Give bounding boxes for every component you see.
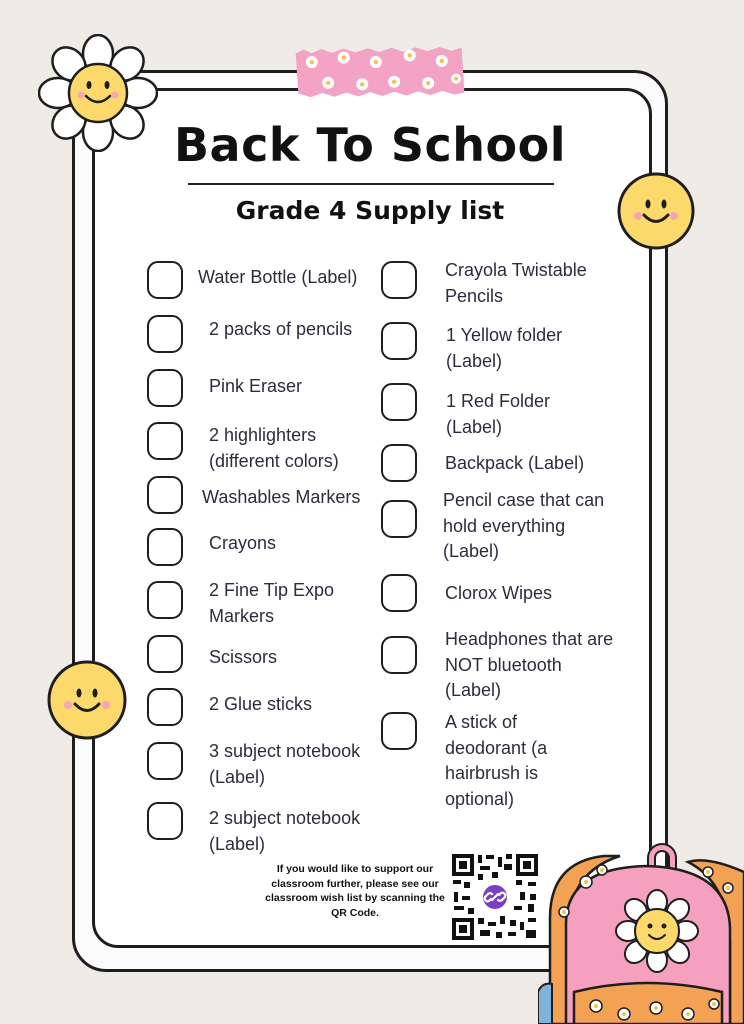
checkbox[interactable] (381, 636, 417, 674)
checklist-item[interactable] (147, 261, 183, 299)
item-label: Scissors (209, 647, 278, 667)
item-label: 1 Yellow folder (Label) (446, 325, 563, 371)
title-divider (188, 183, 554, 185)
checklist-item[interactable] (147, 635, 183, 673)
item-label: Washables Markers (202, 487, 361, 507)
checkbox[interactable] (147, 742, 183, 780)
checklist-item[interactable] (147, 581, 183, 619)
checkbox[interactable] (147, 688, 183, 726)
checklist-item[interactable] (381, 261, 417, 299)
backpack-illustration (538, 842, 744, 1024)
checklist-item[interactable] (381, 444, 417, 482)
checklist-item[interactable] (147, 422, 183, 460)
flower-smiley-icon (38, 34, 158, 152)
item-label: Water Bottle (Label) (198, 267, 358, 287)
checklist-item[interactable] (381, 636, 417, 674)
checkbox[interactable] (147, 635, 183, 673)
checklist-item[interactable] (381, 500, 417, 538)
checklist-item[interactable] (147, 315, 183, 353)
checkbox[interactable] (147, 422, 183, 460)
item-label: 2 Glue sticks (209, 694, 313, 714)
item-label: 2 packs of pencils (209, 319, 353, 339)
item-label: 2 subject notebook (Label) (209, 808, 361, 854)
checkbox[interactable] (381, 574, 417, 612)
washi-tape-decoration (292, 44, 467, 99)
checkbox[interactable] (381, 500, 417, 538)
checkbox[interactable] (147, 261, 183, 299)
checkbox[interactable] (381, 261, 417, 299)
checkbox[interactable] (147, 369, 183, 407)
item-label: 3 subject notebook (Label) (209, 741, 361, 787)
checklist-item[interactable] (147, 528, 183, 566)
checklist-item[interactable] (147, 369, 183, 407)
item-label: Pink Eraser (209, 376, 303, 396)
checklist-item[interactable] (381, 383, 417, 421)
checklist-item[interactable] (147, 688, 183, 726)
wishlist-message: If you would like to support our classroom further, please see our classroom wish list by scanning the QR Code. (265, 863, 445, 919)
page-title: Back To School (174, 118, 566, 172)
checkbox[interactable] (381, 383, 417, 421)
checklist-item[interactable] (381, 712, 417, 750)
checkbox[interactable] (147, 315, 183, 353)
item-label: Crayola Twistable Pencils (445, 260, 587, 306)
item-label: Backpack (Label) (445, 453, 585, 473)
item-label: 2 Fine Tip Expo Markers (209, 580, 335, 626)
checklist-item[interactable] (147, 742, 183, 780)
checkbox[interactable] (381, 322, 417, 360)
page-subtitle: Grade 4 Supply list (235, 196, 505, 225)
item-label: Pencil case that can hold everything (Label) (443, 490, 605, 561)
checkbox[interactable] (147, 528, 183, 566)
item-label: Clorox Wipes (445, 583, 553, 603)
checklist-item[interactable] (381, 322, 417, 360)
checkbox[interactable] (381, 444, 417, 482)
item-label: A stick of deodorant (a hairbrush is optional) (445, 712, 548, 809)
checklist-item[interactable] (147, 476, 183, 514)
item-label: 1 Red Folder (Label) (446, 391, 551, 437)
checkbox[interactable] (147, 476, 183, 514)
checkbox[interactable] (147, 581, 183, 619)
checkbox[interactable] (381, 712, 417, 750)
qr-code-icon[interactable] (450, 852, 540, 942)
smiley-face-icon (44, 660, 130, 740)
checklist-item[interactable] (147, 802, 183, 840)
item-label: 2 highlighters (different colors) (209, 425, 339, 471)
item-label: Crayons (209, 533, 277, 553)
item-label: Headphones that are NOT bluetooth (Label) (445, 629, 614, 700)
smiley-face-icon (614, 172, 698, 250)
checkbox[interactable] (147, 802, 183, 840)
checklist-item[interactable] (381, 574, 417, 612)
